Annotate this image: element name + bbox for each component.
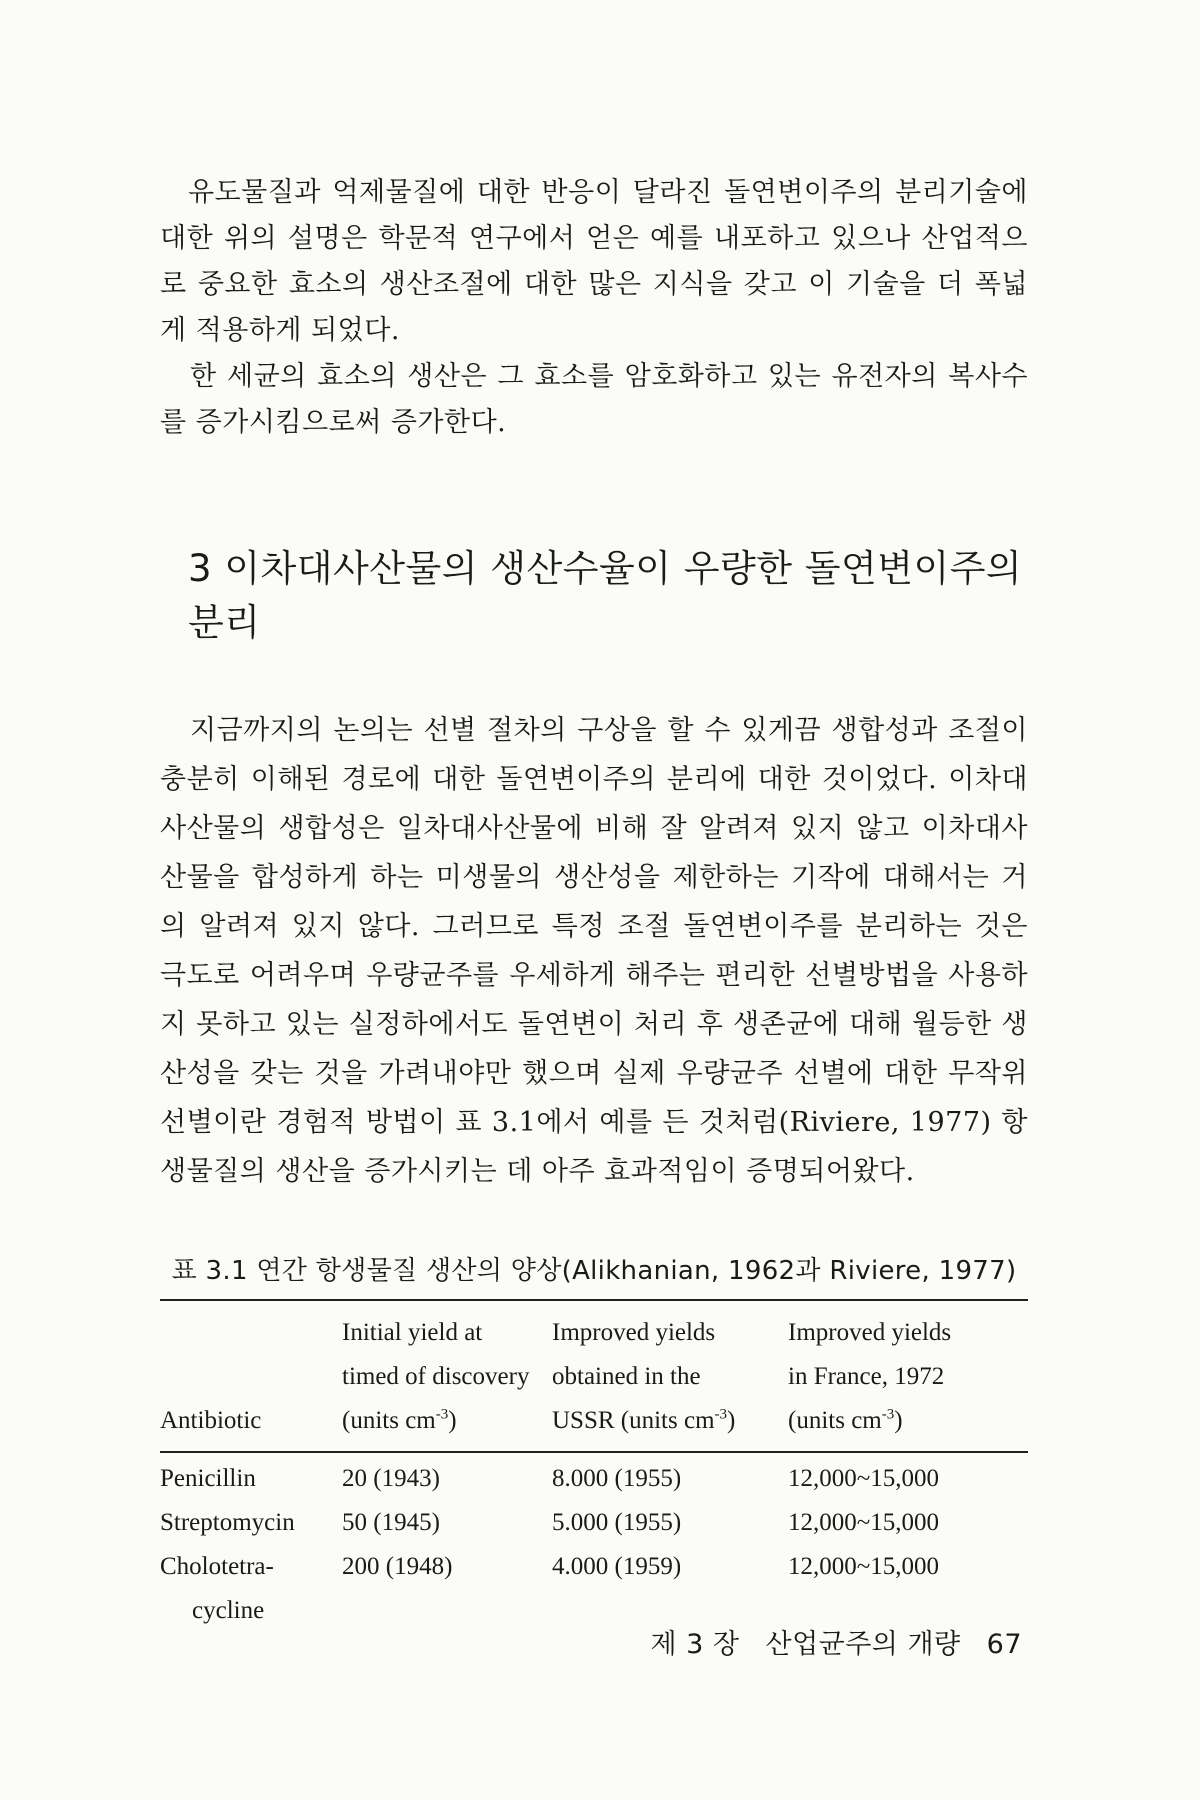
cell-ussr: 5.000 (1955) — [552, 1509, 682, 1536]
section-heading — [188, 538, 1028, 646]
cell-initial: 20 (1943) — [342, 1465, 440, 1492]
table-caption: 표 3.1 연간 항생물질 생산의 양상(Alikhanian, 1962과 Riviere, 1977) — [171, 1256, 1017, 1286]
cell-france: 12,000~15,000 — [788, 1553, 940, 1580]
table-row — [160, 1545, 1028, 1633]
section-title: 이차대사산물의 생산수율이 우량한 돌연변이주의 분리 — [188, 547, 1023, 644]
cell-antibiotic: Streptomycin — [160, 1509, 295, 1536]
cell-antibiotic: Penicillin — [160, 1465, 256, 1492]
section-number: 3 — [188, 547, 213, 590]
footer-chapter: 제 3 장 — [650, 1629, 740, 1660]
cell-ussr: 4.000 (1959) — [552, 1553, 682, 1580]
antibiotic-yield-table — [160, 1299, 1028, 1633]
page-content — [160, 170, 1028, 1633]
cell-initial: 50 (1945) — [342, 1509, 440, 1536]
header-antibiotic: Antibiotic — [160, 1407, 262, 1434]
table-row — [160, 1452, 1028, 1501]
header-initial-yield: Initial yield at timed of discovery (units $cm^{-3}$) — [342, 1319, 530, 1434]
cell-france: 12,000~15,000 — [788, 1509, 940, 1536]
header-france-yield: Improved yields in France, 1972 (units $cm^{-3}$) — [788, 1319, 952, 1434]
page-footer — [650, 1622, 1022, 1661]
cell-ussr: 8.000 (1955) — [552, 1465, 682, 1492]
page-number: 67 — [986, 1629, 1022, 1660]
paragraph-3: 지금까지의 논의는 선별 절차의 구상을 할 수 있게끔 생합성과 조절이 충분히 이해된 경로에 대한 돌연변이주의 분리에 대한 것이었다. 이차대사산물의 생합성은 일차대사산물에 비해 잘 알려져 있지 않고 이차대사산물을 합성하게 하는 미생물의 생산성을 제한하는 기작에 대해서는 거의 알려져 있지 않다. 그러므로 특정 조절 돌연변이주를 분리하는 것은 극도로 어려우며 우량균주를 우세하게 해주는 편리한 선별방법을 사용하지 못하고 있는 실정하에서도 돌연변이 처리 후 생존균에 대해 월등한 생산성을 갖는 것을 가려내야만 했으며 실제 우량균주 선별에 대한 무작위선별이란 경험적 방법이 표 3.1에서 예를 든 것처럼(Riviere, 1977) 항생물질의 생산을 증가시키는 데 아주 효과적임이 증명되어왔다. — [160, 715, 1028, 1187]
cell-antibiotic: Cholotetra- cycline — [160, 1553, 274, 1624]
paragraph-2: 한 세균의 효소의 생산은 그 효소를 암호화하고 있는 유전자의 복사수를 증가시킴으로써 증가한다. — [160, 361, 1028, 438]
cell-france: 12,000~15,000 — [788, 1465, 940, 1492]
table-header-row — [160, 1300, 1028, 1452]
cell-initial: 200 (1948) — [342, 1553, 453, 1580]
table-row — [160, 1501, 1028, 1545]
paragraph-1: 유도물질과 억제물질에 대한 반응이 달라진 돌연변이주의 분리기술에 대한 위의 설명은 학문적 연구에서 얻은 예를 내포하고 있으나 산업적으로 중요한 효소의 생산조절에 대한 많은 지식을 갖고 이 기술을 더 폭넓게 적용하게 되었다. — [160, 177, 1028, 346]
footer-chapter-title: 산업균주의 개량 — [765, 1629, 961, 1660]
header-ussr-yield: Improved yields obtained in the USSR (units $cm^{-3}$) — [552, 1319, 736, 1434]
